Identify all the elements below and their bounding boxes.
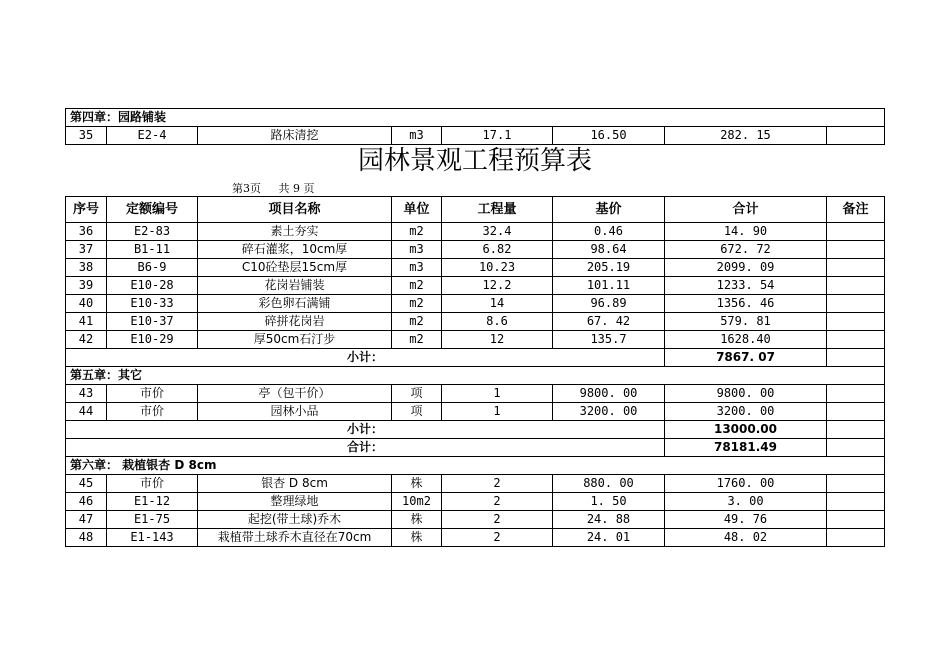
- cell-no: 45: [66, 475, 107, 493]
- cell-qty: 2: [442, 511, 553, 529]
- cell-note: [827, 295, 885, 313]
- cell-name: 彩色卵石满铺: [198, 295, 392, 313]
- table-row: [66, 385, 885, 403]
- cell-note: [827, 385, 885, 403]
- cell-note: [827, 277, 885, 295]
- cell-unit: 株: [392, 511, 442, 529]
- cell-code: E10-37: [107, 313, 198, 331]
- cell-note: [827, 493, 885, 511]
- cell-unit: m2: [392, 313, 442, 331]
- chapter-title: 第五章：其它: [66, 367, 885, 385]
- table-row: [66, 331, 885, 349]
- cell-name: 亭（包干价）: [198, 385, 392, 403]
- budget-table: [65, 196, 885, 547]
- cell-unit: m3: [392, 259, 442, 277]
- cell-qty: 2: [442, 475, 553, 493]
- cell-total: 48. 02: [665, 529, 827, 547]
- cell-name: 路床清挖: [198, 127, 392, 145]
- cell-price: 98.64: [553, 241, 665, 259]
- header-price: 基价: [553, 197, 665, 223]
- cell-unit: 项: [392, 385, 442, 403]
- table-row: [66, 475, 885, 493]
- cell-no: 39: [66, 277, 107, 295]
- grand-total-label: 合计：: [66, 439, 665, 457]
- cell-unit: m2: [392, 277, 442, 295]
- subtotal-value: 13000.00: [665, 421, 827, 439]
- cell-code: E10-29: [107, 331, 198, 349]
- header-name: 项目名称: [198, 197, 392, 223]
- cell-total: 3200. 00: [665, 403, 827, 421]
- grand-total-note: [827, 439, 885, 457]
- table-row: [66, 127, 885, 145]
- cell-total: 579. 81: [665, 313, 827, 331]
- cell-price: 880. 00: [553, 475, 665, 493]
- page-total: 共 9 页: [278, 182, 315, 195]
- subtotal-label: 小计：: [66, 349, 665, 367]
- cell-code: E1-75: [107, 511, 198, 529]
- cell-qty: 14: [442, 295, 553, 313]
- cell-no: 36: [66, 223, 107, 241]
- cell-name: 栽植带土球乔木直径在70cm: [198, 529, 392, 547]
- cell-code: 市价: [107, 475, 198, 493]
- cell-unit: m3: [392, 127, 442, 145]
- cell-qty: 2: [442, 529, 553, 547]
- cell-unit: 株: [392, 475, 442, 493]
- grand-total-row: [66, 439, 885, 457]
- page-info: [232, 180, 314, 196]
- table-row: [66, 241, 885, 259]
- table-row: [66, 403, 885, 421]
- chapter-row: [66, 457, 885, 475]
- cell-unit: m2: [392, 295, 442, 313]
- cell-note: [827, 529, 885, 547]
- chapter-title: 第四章：园路铺装: [66, 109, 885, 127]
- cell-price: 24. 01: [553, 529, 665, 547]
- cell-code: E2-4: [107, 127, 198, 145]
- cell-qty: 1: [442, 385, 553, 403]
- cell-no: 41: [66, 313, 107, 331]
- cell-note: [827, 241, 885, 259]
- cell-price: 96.89: [553, 295, 665, 313]
- chapter-row: [66, 109, 885, 127]
- cell-note: [827, 313, 885, 331]
- cell-code: E10-28: [107, 277, 198, 295]
- cell-total: 49. 76: [665, 511, 827, 529]
- cell-price: 101.11: [553, 277, 665, 295]
- table-row: [66, 529, 885, 547]
- cell-qty: 6.82: [442, 241, 553, 259]
- grand-total-value: 78181.49: [665, 439, 827, 457]
- cell-total: 1628.40: [665, 331, 827, 349]
- cell-unit: 项: [392, 403, 442, 421]
- cell-unit: m3: [392, 241, 442, 259]
- cell-note: [827, 331, 885, 349]
- cell-price: 1. 50: [553, 493, 665, 511]
- subtotal-note: [827, 349, 885, 367]
- cell-no: 44: [66, 403, 107, 421]
- cell-unit: m2: [392, 223, 442, 241]
- subtotal-row: [66, 349, 885, 367]
- rows-chapter-4: [66, 223, 885, 349]
- cell-qty: 2: [442, 493, 553, 511]
- cell-name: 起挖(带土球)乔木: [198, 511, 392, 529]
- header-qty: 工程量: [442, 197, 553, 223]
- subtotal-label: 小计：: [66, 421, 665, 439]
- cell-note: [827, 259, 885, 277]
- cell-qty: 10.23: [442, 259, 553, 277]
- header-total: 合计: [665, 197, 827, 223]
- cell-name: 花岗岩铺装: [198, 277, 392, 295]
- table-header-row: [66, 197, 885, 223]
- cell-total: 2099. 09: [665, 259, 827, 277]
- cell-note: [827, 127, 885, 145]
- cell-total: 3. 00: [665, 493, 827, 511]
- cell-no: 42: [66, 331, 107, 349]
- cell-name: 碎石灌浆，10cm厚: [198, 241, 392, 259]
- cell-price: 16.50: [553, 127, 665, 145]
- cell-total: 1760. 00: [665, 475, 827, 493]
- table-row: [66, 511, 885, 529]
- cell-name: 整理绿地: [198, 493, 392, 511]
- cell-total: 14. 90: [665, 223, 827, 241]
- chapter-row: [66, 367, 885, 385]
- table-row: [66, 277, 885, 295]
- table-row: [66, 223, 885, 241]
- cell-price: 9800. 00: [553, 385, 665, 403]
- cell-name: 厚50cm石汀步: [198, 331, 392, 349]
- cell-unit: 株: [392, 529, 442, 547]
- cell-total: 1356. 46: [665, 295, 827, 313]
- header-unit: 单位: [392, 197, 442, 223]
- page-title: 园林景观工程预算表: [357, 146, 592, 176]
- cell-qty: 17.1: [442, 127, 553, 145]
- cell-qty: 12: [442, 331, 553, 349]
- cell-code: B1-11: [107, 241, 198, 259]
- cell-name: 素土夯实: [198, 223, 392, 241]
- table-row: [66, 493, 885, 511]
- cell-price: 67. 42: [553, 313, 665, 331]
- table-row: [66, 295, 885, 313]
- chapter-title: 第六章： 栽植银杏 D 8cm: [66, 457, 885, 475]
- rows-chapter-5: [66, 385, 885, 421]
- cell-total: 9800. 00: [665, 385, 827, 403]
- cell-no: 47: [66, 511, 107, 529]
- cell-note: [827, 511, 885, 529]
- subtotal-note: [827, 421, 885, 439]
- cell-name: 碎拼花岗岩: [198, 313, 392, 331]
- cell-total: 672. 72: [665, 241, 827, 259]
- cell-no: 46: [66, 493, 107, 511]
- header-code: 定额编号: [107, 197, 198, 223]
- chapter-4-table: [65, 108, 885, 145]
- cell-qty: 1: [442, 403, 553, 421]
- cell-name: 银杏 D 8cm: [198, 475, 392, 493]
- table-row: [66, 313, 885, 331]
- cell-code: E2-83: [107, 223, 198, 241]
- cell-name: 园林小品: [198, 403, 392, 421]
- cell-price: 135.7: [553, 331, 665, 349]
- cell-price: 3200. 00: [553, 403, 665, 421]
- cell-unit: m2: [392, 331, 442, 349]
- rows-chapter-6: [66, 475, 885, 547]
- cell-price: 0.46: [553, 223, 665, 241]
- cell-code: E1-143: [107, 529, 198, 547]
- cell-code: E1-12: [107, 493, 198, 511]
- cell-total: 282. 15: [665, 127, 827, 145]
- header-no: 序号: [66, 197, 107, 223]
- table-row: [66, 259, 885, 277]
- cell-no: 38: [66, 259, 107, 277]
- cell-no: 43: [66, 385, 107, 403]
- header-note: 备注: [827, 197, 885, 223]
- cell-qty: 32.4: [442, 223, 553, 241]
- cell-name: C10砼垫层15cm厚: [198, 259, 392, 277]
- cell-code: B6-9: [107, 259, 198, 277]
- cell-code: E10-33: [107, 295, 198, 313]
- cell-unit: 10m2: [392, 493, 442, 511]
- cell-code: 市价: [107, 403, 198, 421]
- cell-no: 40: [66, 295, 107, 313]
- cell-qty: 12.2: [442, 277, 553, 295]
- page-current: 第3页: [232, 182, 261, 195]
- subtotal-value: 7867. 07: [665, 349, 827, 367]
- cell-no: 37: [66, 241, 107, 259]
- cell-price: 205.19: [553, 259, 665, 277]
- cell-price: 24. 88: [553, 511, 665, 529]
- cell-note: [827, 223, 885, 241]
- cell-no: 48: [66, 529, 107, 547]
- cell-qty: 8.6: [442, 313, 553, 331]
- subtotal-row: [66, 421, 885, 439]
- cell-total: 1233. 54: [665, 277, 827, 295]
- cell-note: [827, 475, 885, 493]
- cell-note: [827, 403, 885, 421]
- cell-code: 市价: [107, 385, 198, 403]
- cell-no: 35: [66, 127, 107, 145]
